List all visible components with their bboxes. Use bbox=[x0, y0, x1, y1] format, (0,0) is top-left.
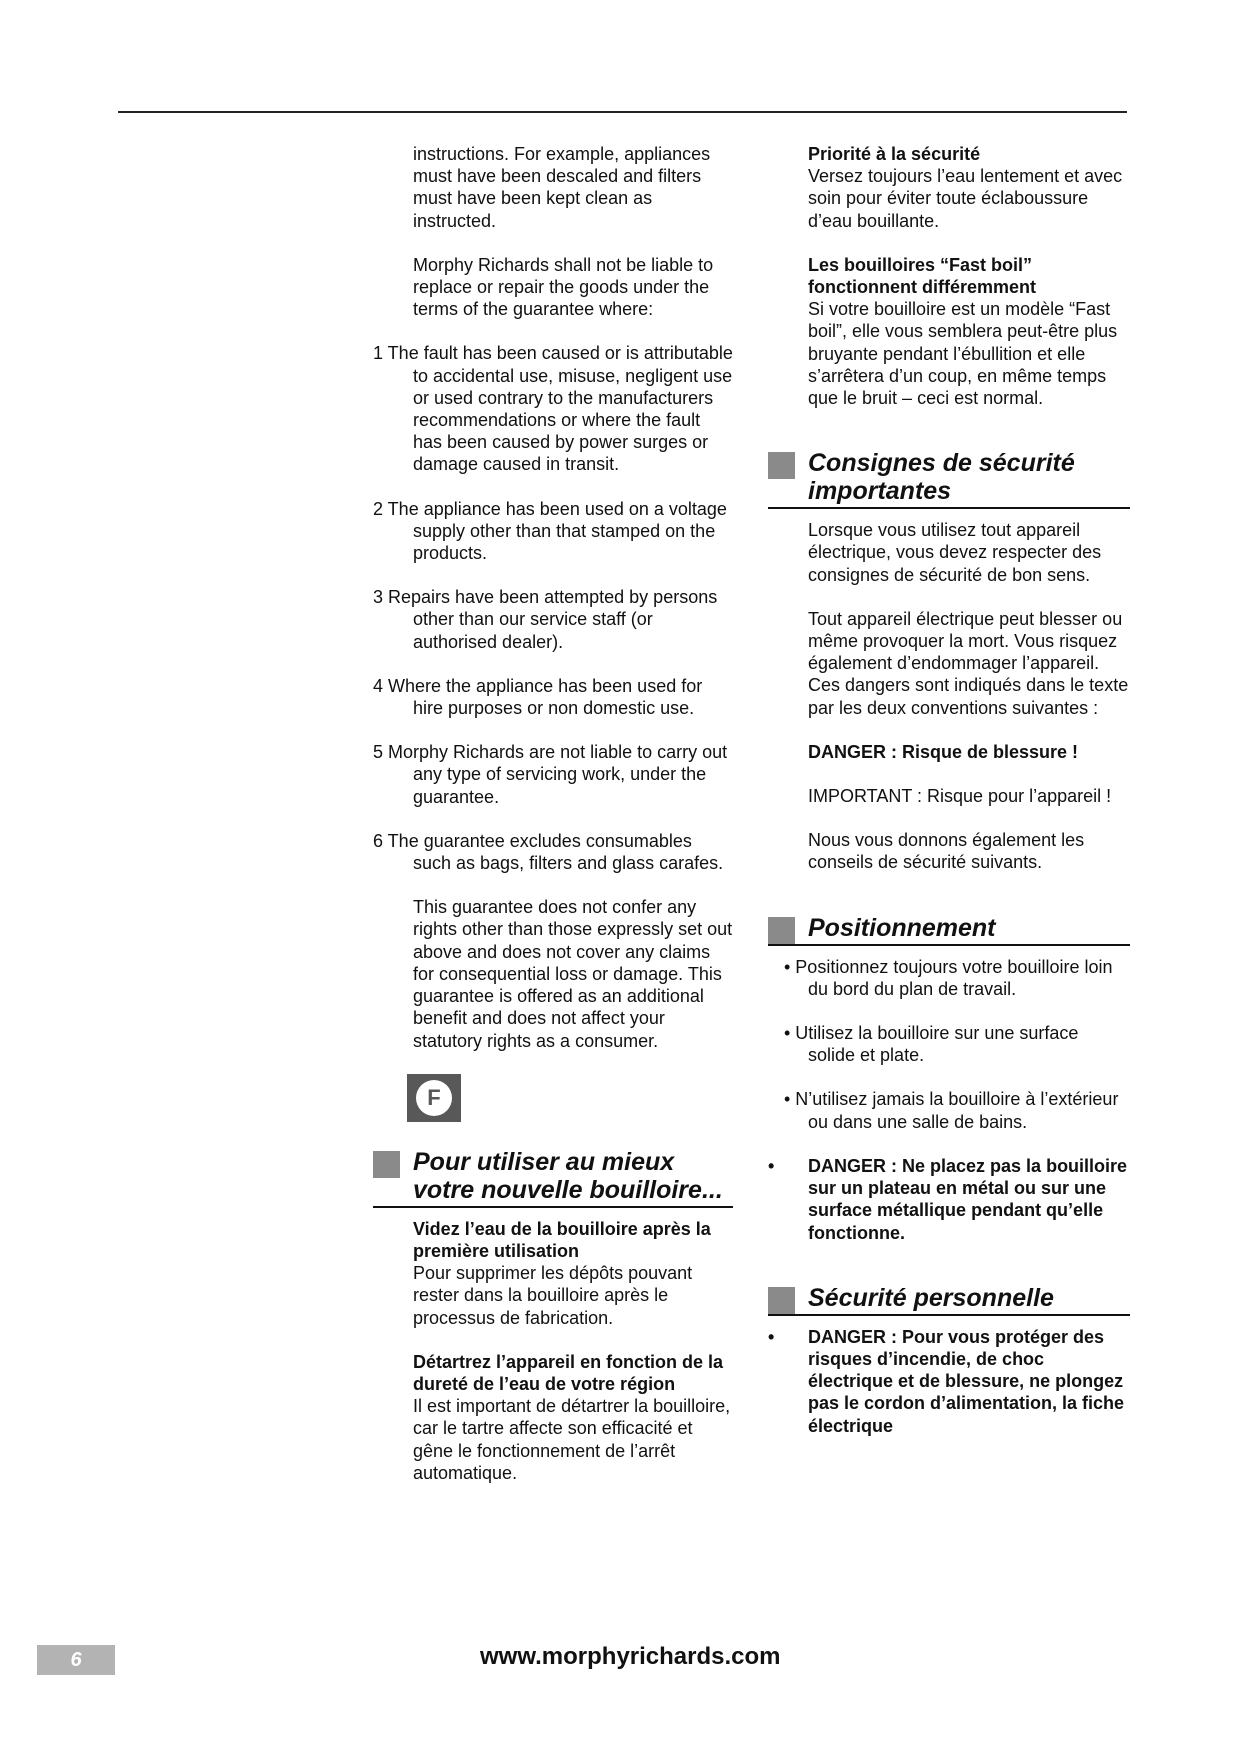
tip-text: Si votre bouilloire est un modèle “Fast boil”, elle vous semblera peut-être plus bruyante pendant l’ébullition et elle s’arrêtera d’un coup, en même temps que le bruit – ceci est normal. bbox=[808, 299, 1118, 409]
heading-square-icon bbox=[373, 1151, 400, 1178]
bullet-item: • Utilisez la bouilloire sur une surface solide et plate. bbox=[784, 1023, 1079, 1066]
tip-vider bbox=[373, 1218, 733, 1329]
danger-convention: DANGER : Risque de blessure ! bbox=[808, 741, 1079, 762]
heading-square-icon bbox=[768, 1287, 795, 1314]
tip-detartrer bbox=[373, 1351, 733, 1484]
heading-text: Sécurité personnelle bbox=[808, 1283, 1054, 1312]
guarantee-item: 5 Morphy Richards are not liable to carry out any type of servicing work, under the guarantee. bbox=[373, 742, 728, 807]
tip-title: Priorité à la sécurité bbox=[808, 144, 981, 164]
section-heading-positionnement bbox=[768, 914, 1130, 946]
top-rule bbox=[118, 111, 1127, 113]
bullet-danger-item bbox=[768, 1326, 1130, 1437]
tip-priorite bbox=[768, 143, 1130, 232]
heading-text: Consignes de sécurité importantes bbox=[808, 449, 1075, 506]
right-column bbox=[768, 143, 1130, 1459]
heading-square-icon bbox=[768, 452, 795, 479]
left-column bbox=[373, 143, 733, 1506]
guarantee-item: 2 The appliance has been used on a voltage supply other than that stamped on the products. bbox=[373, 498, 727, 564]
danger-text: DANGER : Ne placez pas la bouilloire sur un plateau en métal ou sur une surface métallique pendant qu’elle fonctionne. bbox=[808, 1155, 1128, 1243]
heading-text: Positionnement bbox=[808, 913, 996, 942]
footer-url: www.morphyrichards.com bbox=[480, 1643, 781, 1670]
bullet-glyph: • bbox=[768, 1155, 775, 1176]
guarantee-item: 3 Repairs have been attempted by persons other than our service staff (or authorised dealer). bbox=[373, 587, 718, 652]
french-badge-letter: F bbox=[416, 1080, 452, 1116]
section-heading-securite bbox=[768, 1284, 1130, 1316]
bullet-danger-item bbox=[768, 1155, 1130, 1244]
consignes-dangers: Tout appareil électrique peut blesser ou même provoquer la mort. Vous risquez également d’endommager l’appareil. Ces dangers sont indiqués dans le texte par les deux conventions suivantes : bbox=[808, 608, 1129, 718]
bullet-item: • Positionnez toujours votre bouilloire loin du bord du plan de travail. bbox=[784, 956, 1113, 999]
danger-text: DANGER : Pour vous protéger des risques d’incendie, de choc électrique et de blessure, ne plongez pas le cordon d’alimentation, la fiche électrique bbox=[808, 1326, 1125, 1436]
guarantee-liability: Morphy Richards shall not be liable to replace or repair the goods under the terms of the guarantee where: bbox=[413, 254, 714, 320]
bullet-glyph: • bbox=[768, 1326, 775, 1347]
section-heading-utiliser bbox=[373, 1148, 733, 1208]
guarantee-item: 6 The guarantee excludes consumables such as bags, filters and glass carafes. bbox=[373, 830, 724, 874]
heading-text: Pour utiliser au mieux votre nouvelle bouilloire... bbox=[413, 1147, 723, 1204]
french-language-badge bbox=[407, 1074, 461, 1122]
guarantee-statutory: This guarantee does not confer any rights other than those expressly set out above and does not cover any claims for consequential loss or damage. This guarantee is offered as an additional benefit and does not affect your statutory rights as a consumer. bbox=[413, 897, 733, 1051]
tip-fast-boil bbox=[768, 254, 1130, 409]
page-number: 6 bbox=[37, 1645, 115, 1675]
consignes-intro: Lorsque vous utilisez tout appareil électrique, vous devez respecter des consignes de sécurité de bon sens. bbox=[808, 520, 1102, 585]
important-convention: IMPORTANT : Risque pour l’appareil ! bbox=[808, 786, 1112, 807]
guarantee-intro: instructions. For example, appliances must have been descaled and filters must have been kept clean as instructed. bbox=[413, 144, 711, 231]
tip-text: Versez toujours l’eau lentement et avec soin pour éviter toute éclaboussure d’eau bouillante. bbox=[808, 166, 1123, 231]
guarantee-item: 4 Where the appliance has been used for hire purposes or non domestic use. bbox=[373, 675, 703, 719]
section-heading-consignes bbox=[768, 449, 1130, 509]
tip-title: Les bouilloires “Fast boil” fonctionnent différemment bbox=[808, 254, 1036, 298]
tip-text: Il est important de détartrer la bouilloire, car le tartre affecte son efficacité et gêne le fonctionnement de l’arrêt automatique. bbox=[413, 1396, 731, 1483]
tip-text: Pour supprimer les dépôts pouvant rester dans la bouilloire après le processus de fabrication. bbox=[413, 1263, 693, 1328]
tip-title: Videz l’eau de la bouilloire après la première utilisation bbox=[413, 1218, 711, 1261]
heading-square-icon bbox=[768, 917, 795, 944]
bullet-item: • N’utilisez jamais la bouilloire à l’extérieur ou dans une salle de bains. bbox=[784, 1089, 1119, 1132]
tip-title: Détartrez l’appareil en fonction de la dureté de l’eau de votre région bbox=[413, 1351, 724, 1394]
guarantee-item: 1 The fault has been caused or is attributable to accidental use, misuse, negligent use or used contrary to the manufacturers recommendations or where the fault has been caused by power surges or damage caused in transit. bbox=[373, 343, 733, 475]
consignes-conseils: Nous vous donnons également les conseils de sécurité suivants. bbox=[808, 830, 1085, 873]
